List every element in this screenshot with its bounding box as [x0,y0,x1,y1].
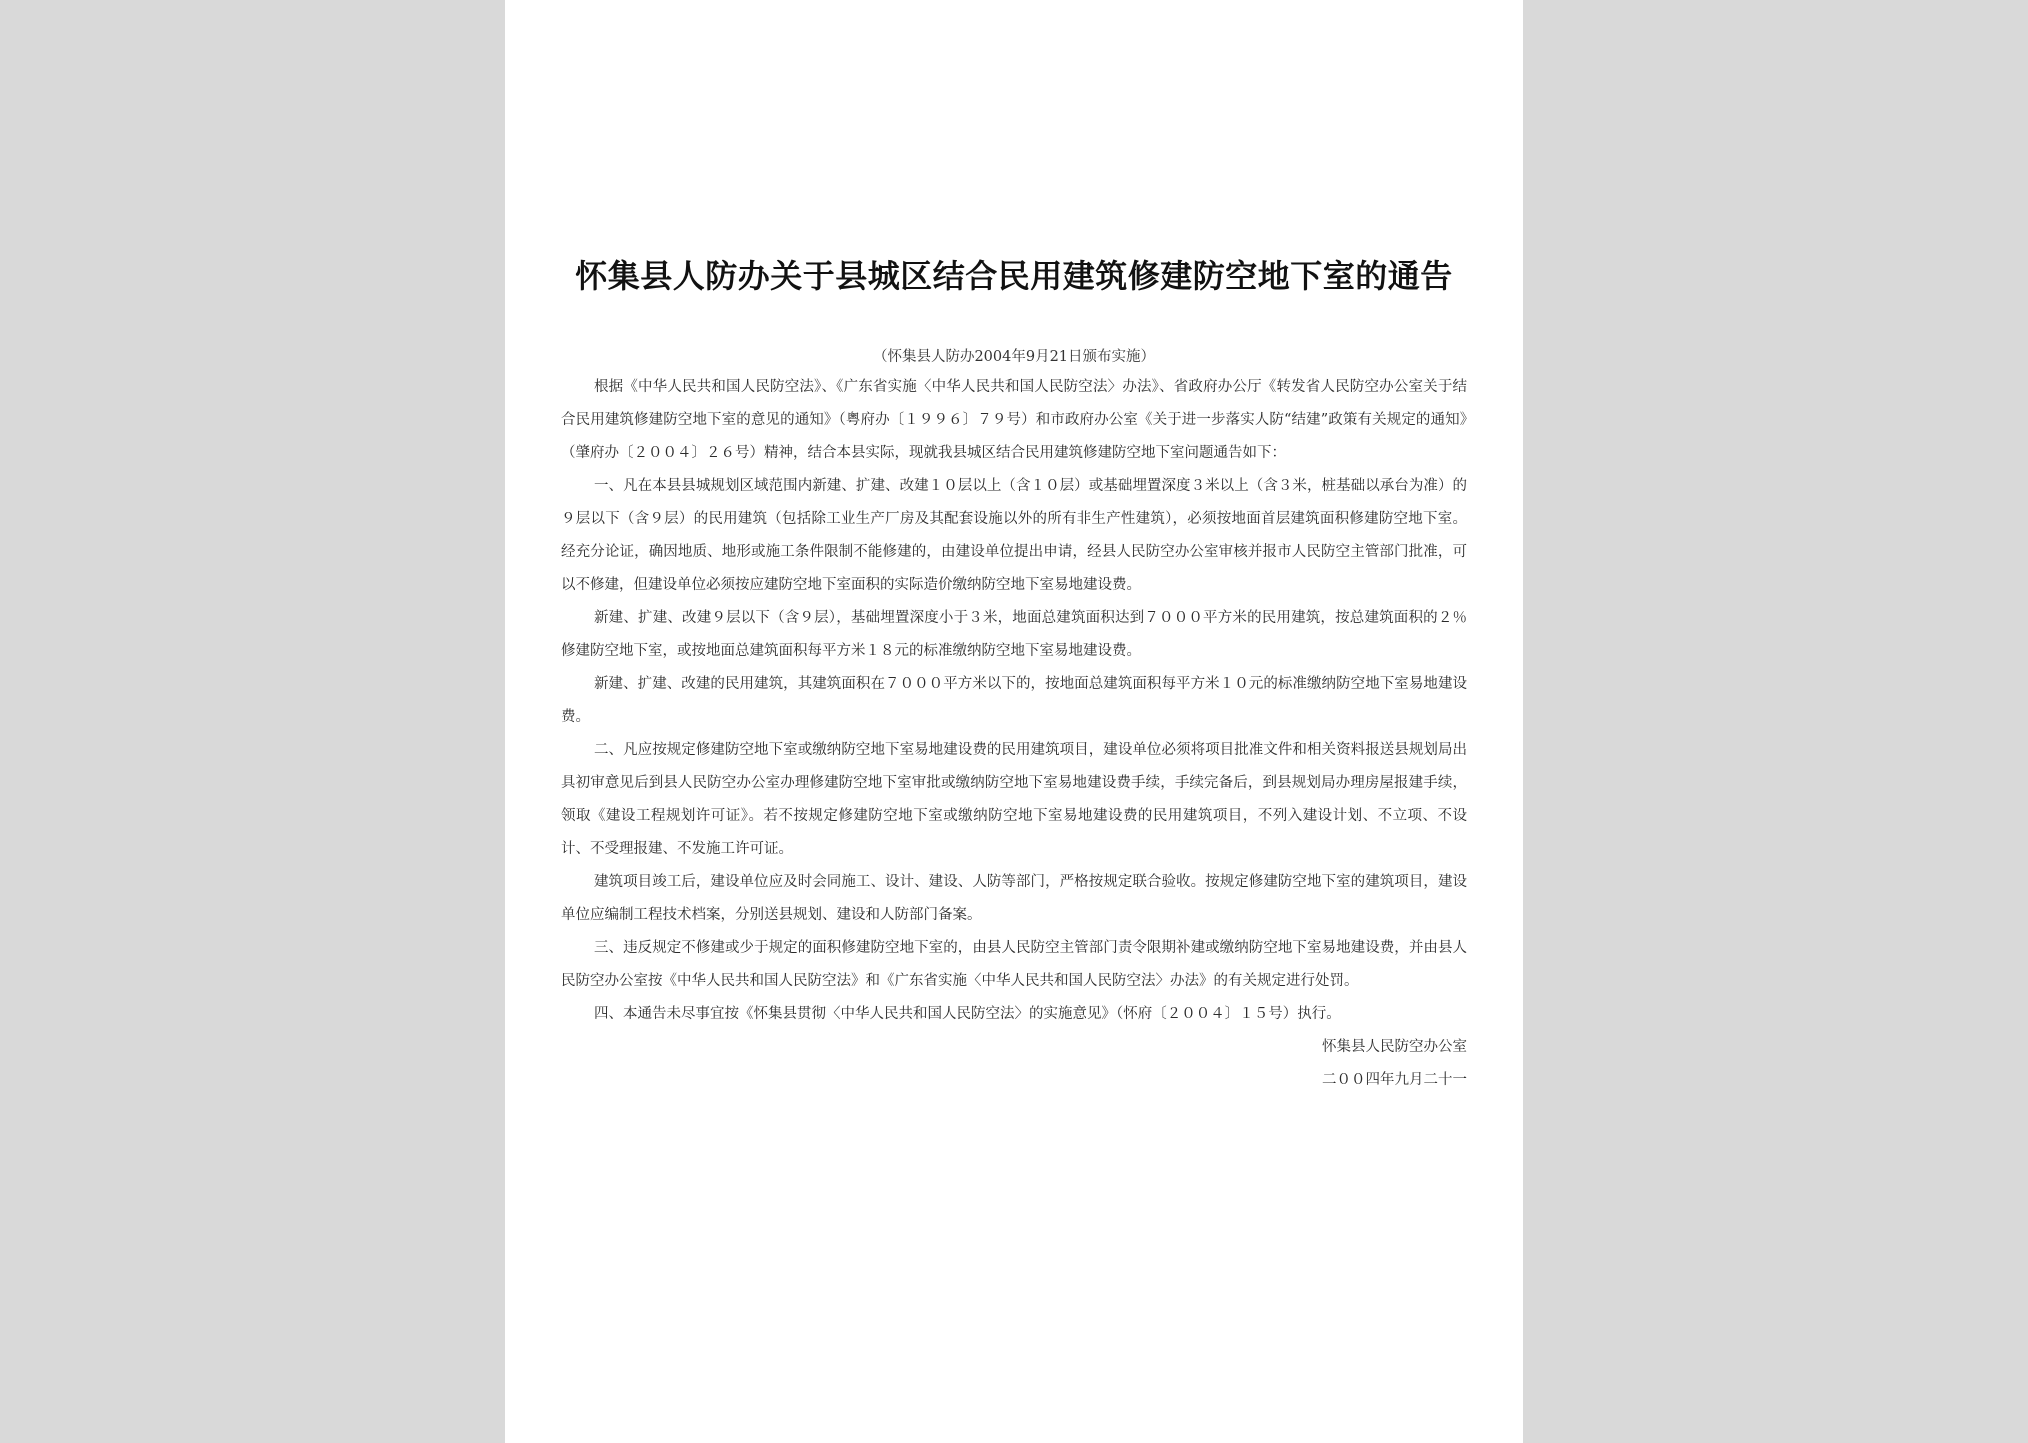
body-paragraph: 建筑项目竣工后，建设单位应及时会同施工、设计、建设、人防等部门，严格按规定联合验收。按规定修建防空地下室的建筑项目，建设单位应编制工程技术档案，分别送县规划、建设和人防部门备案。 [561,874,1467,923]
issued-note: （怀集县人防办2004年9月21日颁布实施） [872,349,1156,365]
body-paragraph: 二、凡应按规定修建防空地下室或缴纳防空地下室易地建设费的民用建筑项目，建设单位必须将项目批准文件和相关资料报送县规划局出具初审意见后到县人民防空办公室办理修建防空地下室审批或缴纳防空地下室易地建设费手续，手续完备后，到县规划局办理房屋报建手续，领取《建设工程规划许可证》。若不按规定修建防空地下室或缴纳防空地下室易地建设费的民用建筑项目，不列入建设计划、不立项、不设计、不受理报建、不发施工许可证。 [561,742,1467,857]
document-title: 怀集县人防办关于县城区结合民用建筑修建防空地下室的通告 [575,257,1453,295]
body-paragraph: 一、凡在本县县城规划区域范围内新建、扩建、改建１０层以上（含１０层）或基础埋置深度３米以上（含３米，桩基础以承台为准）的９层以下（含９层）的民用建筑（包括除工业生产厂房及其配套设施以外的所有非生产性建筑），必须按地面首层建筑面积修建防空地下室。经充分论证，确因地质、地形或施工条件限制不能修建的，由建设单位提出申请，经县人民防空办公室审核并报市人民防空主管部门批准，可以不修建，但建设单位必须按应建防空地下室面积的实际造价缴纳防空地下室易地建设费。 [561,478,1467,593]
body-paragraph: 三、违反规定不修建或少于规定的面积修建防空地下室的，由县人民防空主管部门责令限期补建或缴纳防空地下室易地建设费，并由县人民防空办公室按《中华人民共和国人民防空法》和《广东省实施〈中华人民共和国人民防空法〉办法》的有关规定进行处罚。 [561,940,1467,989]
document-page [505,0,1523,1443]
body-paragraph: 新建、扩建、改建的民用建筑，其建筑面积在７０００平方米以下的，按地面总建筑面积每平方米１０元的标准缴纳防空地下室易地建设费。 [561,676,1467,725]
signature-date: 二００四年九月二十一 [1322,1072,1467,1088]
body-paragraph: 新建、扩建、改建９层以下（含９层），基础埋置深度小于３米，地面总建筑面积达到７０００平方米的民用建筑，按总建筑面积的２％修建防空地下室，或按地面总建筑面积每平方米１８元的标准缴纳防空地下室易地建设费。 [561,610,1467,659]
document-body [561,371,1467,1031]
signature-organization: 怀集县人民防空办公室 [1322,1039,1467,1055]
body-paragraph: 根据《中华人民共和国人民防空法》、《广东省实施〈中华人民共和国人民防空法〉办法》、省政府办公厅《转发省人民防空办公室关于结合民用建筑修建防空地下室的意见的通知》（粤府办〔１９９６〕７９号）和市政府办公室《关于进一步落实人防“结建”政策有关规定的通知》（肇府办〔２００４〕２６号）精神，结合本县实际，现就我县城区结合民用建筑修建防空地下室问题通告如下： [561,379,1467,461]
body-paragraph: 四、本通告未尽事宜按《怀集县贯彻〈中华人民共和国人民防空法〉的实施意见》（怀府〔２００４〕１５号）执行。 [594,1006,1341,1022]
